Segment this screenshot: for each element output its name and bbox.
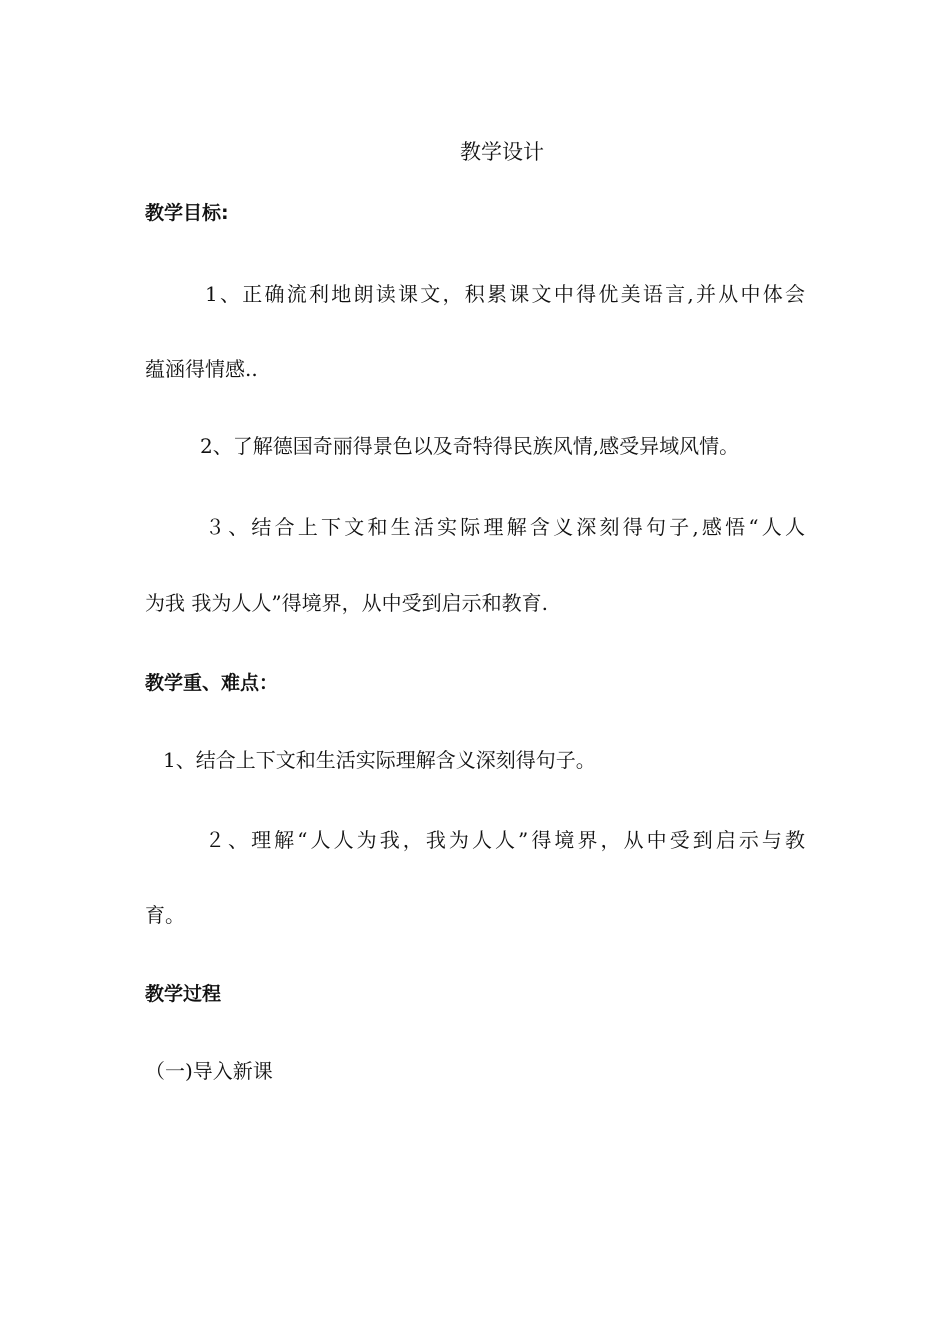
page-title: 教学设计 xyxy=(460,140,544,164)
key-point-item-1: 1、结合上下文和生活实际理解含义深刻得句子。 xyxy=(163,748,596,772)
key-points-heading: 教学重、难点： xyxy=(145,672,279,694)
objective-item-3-line-1: ３、结合上下文和生活实际理解含义深刻得句子,感悟“人人 xyxy=(205,515,805,539)
key-point-item-2-line-2: 育。 xyxy=(145,903,185,927)
objective-item-1-line-1: 1、正确流利地朗读课文，积累课文中得优美语言,并从中体会 xyxy=(205,282,805,306)
process-step-1: （一)导入新课 xyxy=(145,1059,273,1083)
objective-item-3-line-2: 为我 我为人人”得境界，从中受到启示和教育. xyxy=(145,591,548,615)
objectives-heading: 教学目标: xyxy=(145,202,229,224)
process-heading: 教学过程 xyxy=(145,983,222,1005)
objective-item-2: 2、了解德国奇丽得景色以及奇特得民族风情,感受异域风情。 xyxy=(200,434,740,458)
objective-item-1-line-2: 蕴涵得情感.. xyxy=(145,357,258,381)
key-point-item-2-line-1: ２、理解“人人为我，我为人人”得境界，从中受到启示与教 xyxy=(205,828,805,852)
